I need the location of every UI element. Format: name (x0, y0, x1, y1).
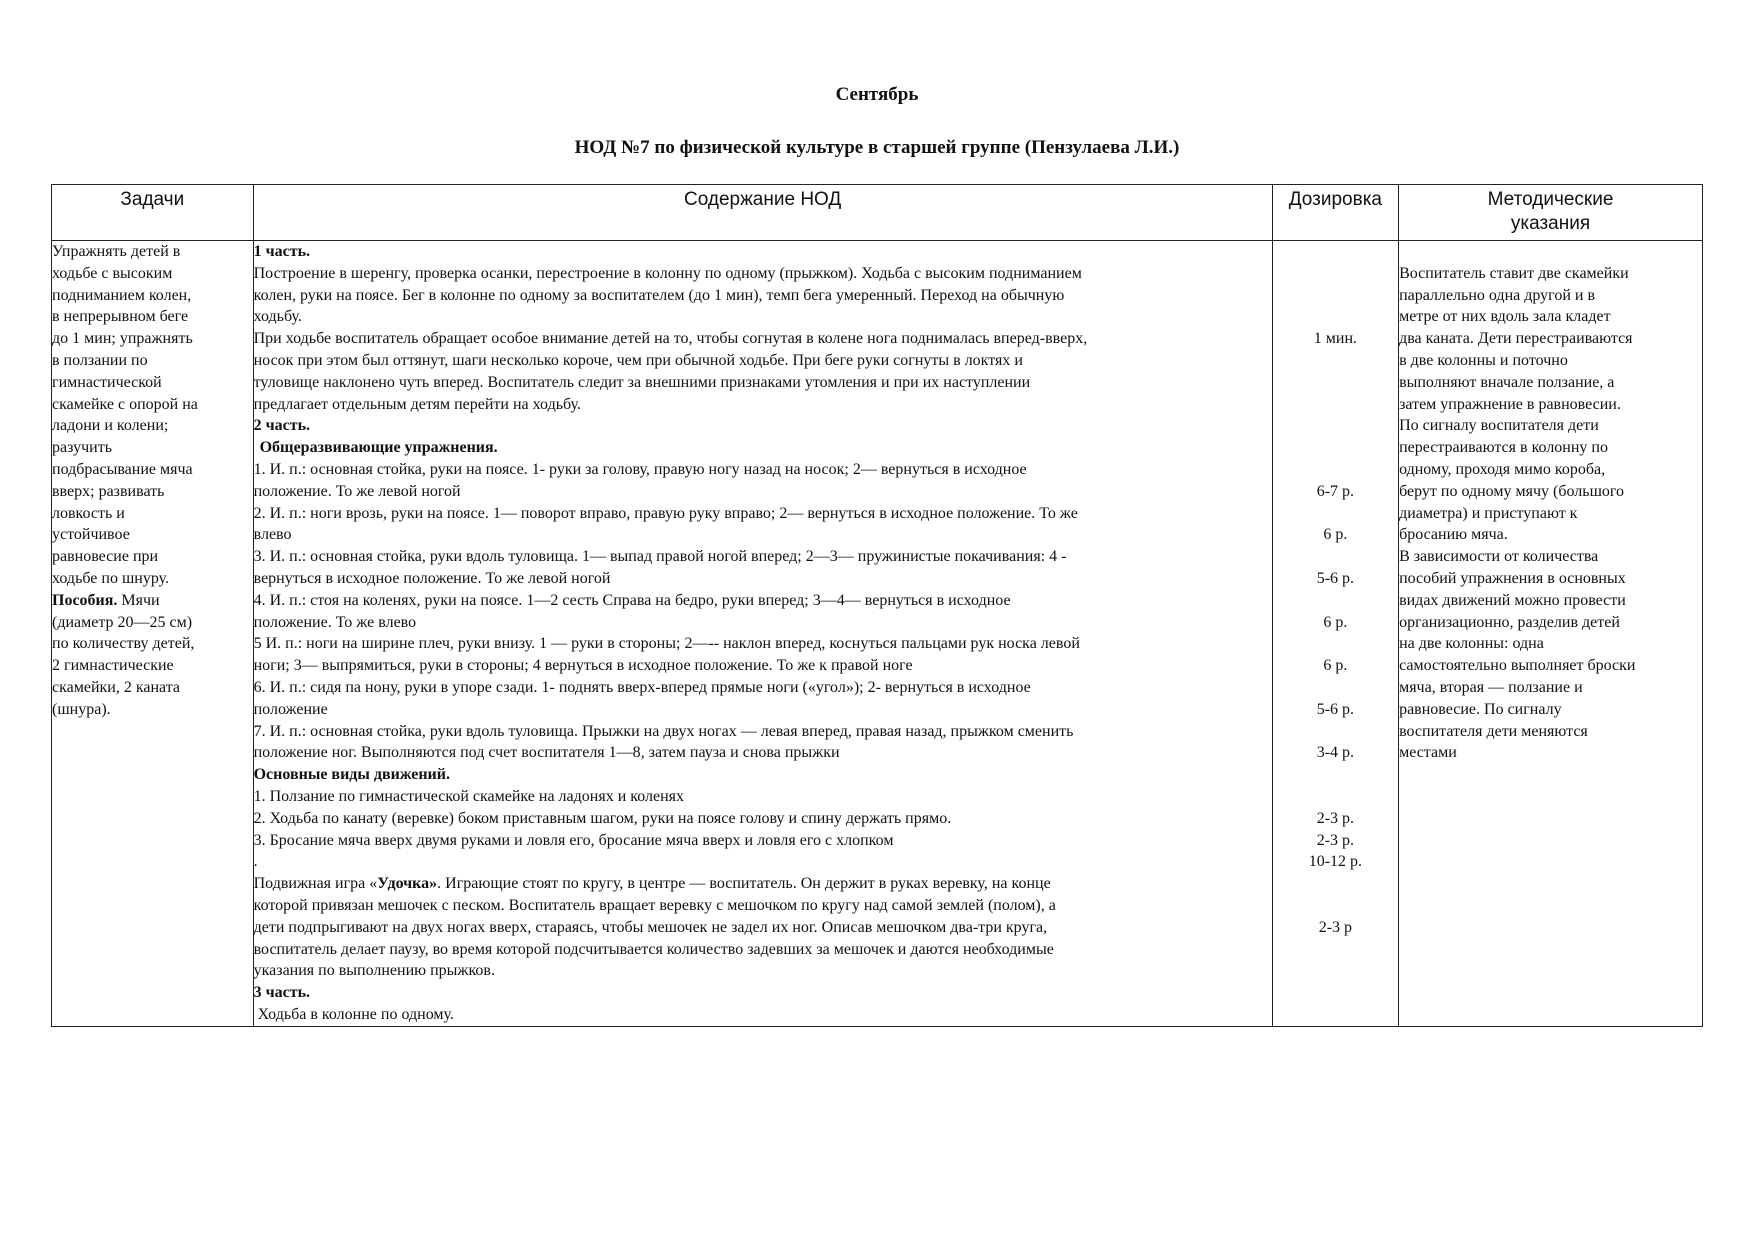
game-rest: . Играющие стоят по кругу, в центре — воспитатель. Он держит в руках веревку, на конце (437, 875, 1051, 893)
part2-title: 2 часть. (253, 417, 311, 435)
tasks-line: ладони и колени; (52, 417, 169, 435)
dose-value (1273, 285, 1398, 307)
notes-line: метре от них вдоль зала кладет (1399, 308, 1611, 326)
dose-value (1273, 895, 1398, 917)
game-prefix: Подвижная игра « (253, 875, 378, 893)
header-notes (1399, 185, 1703, 241)
notes-line: Воспитатель ставит две скамейки (1399, 264, 1629, 282)
dose-value (1273, 263, 1398, 285)
part1-line: ходьбу. (253, 308, 302, 326)
tasks-cell (52, 241, 254, 1027)
aids-line: по количеству детей, (52, 635, 195, 653)
lesson-plan-table (51, 184, 1703, 1027)
dose-value (1273, 306, 1398, 328)
dose-value: 6 р. (1323, 657, 1348, 675)
part1-line: Построение в шеренгу, проверка осанки, перестроение в колонну по одному (прыжком). Ходьба с высоким подниманием (253, 264, 1082, 282)
content-cell (253, 241, 1272, 1027)
aids-lines (52, 612, 253, 721)
month-heading: Сентябрь (835, 84, 919, 105)
game-lines (254, 895, 1272, 982)
exercise-line: 7. И. п.: основная стойка, руки вдоль туловища. Прыжки на двух ногах — левая вперед, правая назад, прыжком сменить (253, 722, 1074, 740)
notes-line: бросанию мяча. (1399, 526, 1508, 544)
header-content: Содержание НОД (253, 185, 1272, 241)
notes-line: местами (1399, 744, 1457, 762)
notes-line: два каната. Дети перестраиваются (1399, 330, 1633, 348)
notes-line: параллельно одна другой и в (1399, 286, 1595, 304)
dose-value (1273, 590, 1398, 612)
notes-line: В зависимости от количества (1399, 548, 1599, 566)
tasks-line: в непрерывном беге (52, 308, 189, 326)
dose-value (1273, 415, 1398, 437)
dose-value: 6-7 р. (1316, 482, 1355, 500)
dose-value: 6 р. (1323, 613, 1348, 631)
exercise-line: положение ног. Выполняются под счет воспитателя 1—8, затем пауза и снова прыжки (253, 744, 840, 762)
main-movement-line: 1. Ползание по гимнастической скамейке на ладонях и коленях (253, 787, 685, 805)
game-line: дети подпрыгивают на двух ногах вверх, стараясь, чтобы мешочек не задел их ног. Описав мешочком два-три круга, (253, 918, 1048, 936)
notes-line: берут по одному мячу (большого (1399, 482, 1625, 500)
part1-line: носок при этом был оттянут, шаги несколько короче, чем при обычной ходьбе. При беге руки согнуты в локтях и (253, 351, 1023, 369)
exercise-line: 4. И. п.: стоя на коленях, руки на поясе. 1—2 сесть Справа на бедро, руки вперед; 3—4— вернуться в исходное (253, 591, 1011, 609)
aids-line: скамейки, 2 каната (52, 678, 181, 696)
tasks-line: Упражнять детей в (52, 243, 181, 260)
tasks-line: скамейке с опорой на (52, 395, 198, 413)
general-exercises-lines (254, 459, 1272, 764)
game-line: воспитатель делает паузу, во время которой подсчитывается количество задевших за мешочек и даются необходимые (253, 940, 1054, 958)
notes-line: мяча, вторая — ползание и (1399, 678, 1583, 696)
dose-value: 6 р. (1323, 526, 1348, 544)
dose-value (1273, 372, 1398, 394)
tasks-line: равновесие при (52, 548, 159, 566)
tasks-line: устойчивое (52, 526, 130, 544)
game-name: Удочка» (377, 875, 438, 893)
dose-value (1273, 721, 1398, 743)
tasks-line: ловкость и (52, 504, 125, 522)
exercise-line: 3. И. п.: основная стойка, руки вдоль туловища. 1— выпад правой ногой вперед; 2—3— пружинистые покачивания: 4 - (253, 548, 1067, 566)
main-movement-line: 2. Ходьба по канату (веревке) боком приставным шагом, руки на поясе голову и спину держать прямо. (253, 809, 952, 827)
tasks-line: до 1 мин; упражнять (52, 330, 193, 348)
dose-value (1273, 873, 1398, 895)
dose-value (1273, 241, 1398, 263)
dose-value: 5-6 р. (1316, 700, 1355, 718)
dose-lines (1273, 241, 1398, 939)
tasks-line: ходьбе по шнуру. (52, 569, 170, 587)
header-notes-line-1: Методические (1487, 189, 1614, 210)
dose-value: 3-4 р. (1316, 744, 1355, 762)
dose-value (1273, 786, 1398, 808)
notes-line: диаметра) и приступают к (1399, 504, 1578, 522)
dose-value: 2-3 р. (1316, 809, 1355, 827)
dose-value (1273, 764, 1398, 786)
part1-line: туловище наклонено чуть вперед. Воспитатель следит за внешними признаками утомления и при их наступлении (253, 373, 1031, 391)
aids-line: (шнура). (52, 700, 111, 718)
notes-line: равновесие. По сигналу (1399, 700, 1562, 718)
game-line (254, 873, 1272, 895)
part1-line: При ходьбе воспитатель обращает особое внимание детей на то, чтобы согнутая в колене нога поднималась вперед-вверх, (253, 330, 1088, 348)
tasks-line: гимнастической (52, 373, 162, 391)
notes-line: По сигналу воспитателя дети (1399, 417, 1599, 435)
dose-value: 5-6 р. (1316, 569, 1355, 587)
dose-value (1273, 437, 1398, 459)
tasks-line: ходьбе с высоким (52, 264, 173, 282)
notes-cell (1399, 241, 1703, 1027)
dose-value (1273, 503, 1398, 525)
header-dose: Дозировка (1272, 185, 1398, 241)
notes-line: в две колонны и поточно (1399, 351, 1568, 369)
table-header-row (52, 185, 1703, 241)
exercise-line: вернуться в исходное положение. То же левой ногой (253, 569, 611, 587)
part1-lines (254, 263, 1272, 416)
notes-line: одному, проходя мимо короба, (1399, 460, 1606, 478)
notes-line: затем упражнение в равновесии. (1399, 395, 1621, 413)
main-movement-line: . (253, 853, 258, 871)
tasks-line: разучить (52, 439, 112, 457)
dose-value: 2-3 р (1318, 918, 1353, 936)
dose-value (1273, 677, 1398, 699)
exercise-line: влево (253, 526, 292, 544)
notes-line: организационно, разделив детей (1399, 613, 1620, 631)
header-notes-line-2: указания (1510, 213, 1591, 234)
notes-line: самостоятельно выполняет броски (1399, 657, 1636, 675)
aids-first: Мячи (117, 591, 160, 609)
main-movements-title: Основные виды движений. (253, 766, 450, 784)
dose-value (1273, 350, 1398, 372)
dose-value: 2-3 р. (1316, 831, 1355, 849)
exercise-line: 2. И. п.: ноги врозь, руки на поясе. 1— поворот вправо, правую руку вправо; 2— вернуться в исходное положение. То же (253, 504, 1078, 522)
header-tasks: Задачи (52, 185, 254, 241)
tasks-line: подбрасывание мяча (52, 460, 193, 478)
part1-line: колен, руки на поясе. Бег в колонне по одному за воспитателем (до 1 мин), темп бега умеренный. Переход на обычную (253, 286, 1065, 304)
game-line: которой привязан мешочек с песком. Воспитатель вращает веревку с мешочком по кругу над самой землей (полом), а (253, 896, 1056, 914)
aids-line (52, 590, 253, 612)
page-title: НОД №7 по физической культуре в старшей группе (Пензулаева Л.И.) (574, 137, 1180, 158)
exercise-line: 1. И. п.: основная стойка, руки на поясе. 1- руки за голову, правую ногу назад на носок; 2— вернуться в исходное (253, 460, 1027, 478)
dose-value: 10-12 р. (1308, 853, 1363, 871)
tasks-line: в ползании по (52, 351, 148, 369)
tasks-line: вверх; развивать (52, 482, 165, 500)
dose-value (1273, 633, 1398, 655)
notes-line: выполняют вначале ползание, а (1399, 373, 1615, 391)
table-row (52, 241, 1703, 1027)
aids-line: 2 гимнастические (52, 657, 174, 675)
notes-line: видах движений можно провести (1399, 591, 1626, 609)
dose-value (1273, 546, 1398, 568)
exercise-line: положение. То же влево (253, 613, 417, 631)
part1-title: 1 часть. (253, 243, 311, 260)
notes-line: перестраиваются в колонну по (1399, 439, 1608, 457)
notes-line: пособий упражнения в основных (1399, 569, 1626, 587)
main-movements-lines (254, 786, 1272, 873)
dose-value: 1 мин. (1313, 330, 1357, 348)
aids-line: (диаметр 20—25 см) (52, 613, 193, 631)
exercise-line: 6. И. п.: сидя па нону, руки в упоре сзади. 1- поднять вверх-вперед прямые ноги («угол»); 2- вернуться в исходное (253, 678, 1031, 696)
exercise-line: 5 И. п.: ноги на ширине плеч, руки внизу. 1 — руки в стороны; 2—-- наклон вперед, коснуться пальцами рук носка левой (253, 635, 1080, 653)
part3-text: Ходьба в колонне по одному. (257, 1005, 454, 1023)
notes-line (1399, 241, 1702, 263)
tasks-lines (52, 241, 253, 590)
part3-title: 3 часть. (253, 984, 311, 1002)
tasks-line: подниманием колен, (52, 286, 192, 304)
exercise-line: положение. То же левой ногой (253, 482, 461, 500)
general-exercises-title: Общеразвивающие упражнения. (259, 439, 498, 457)
aids-label: Пособия. (52, 591, 118, 609)
exercise-line: положение (253, 700, 328, 718)
notes-line: воспитателя дети меняются (1399, 722, 1588, 740)
notes-lines (1399, 241, 1702, 764)
dose-value (1273, 394, 1398, 416)
exercise-line: ноги; 3— выпрямиться, руки в стороны; 4 вернуться в исходное положение. То же к правой ноге (253, 657, 913, 675)
dose-cell (1272, 241, 1398, 1027)
notes-line: на две колонны: одна (1399, 635, 1544, 653)
main-movement-line: 3. Бросание мяча вверх двумя руками и ловля его, бросание мяча вверх и ловля его с хлопком (253, 831, 894, 849)
game-line: указания по выполнению прыжков. (253, 962, 495, 980)
part1-line: предлагает отдельным детям перейти на ходьбу. (253, 395, 581, 413)
dose-value (1273, 459, 1398, 481)
